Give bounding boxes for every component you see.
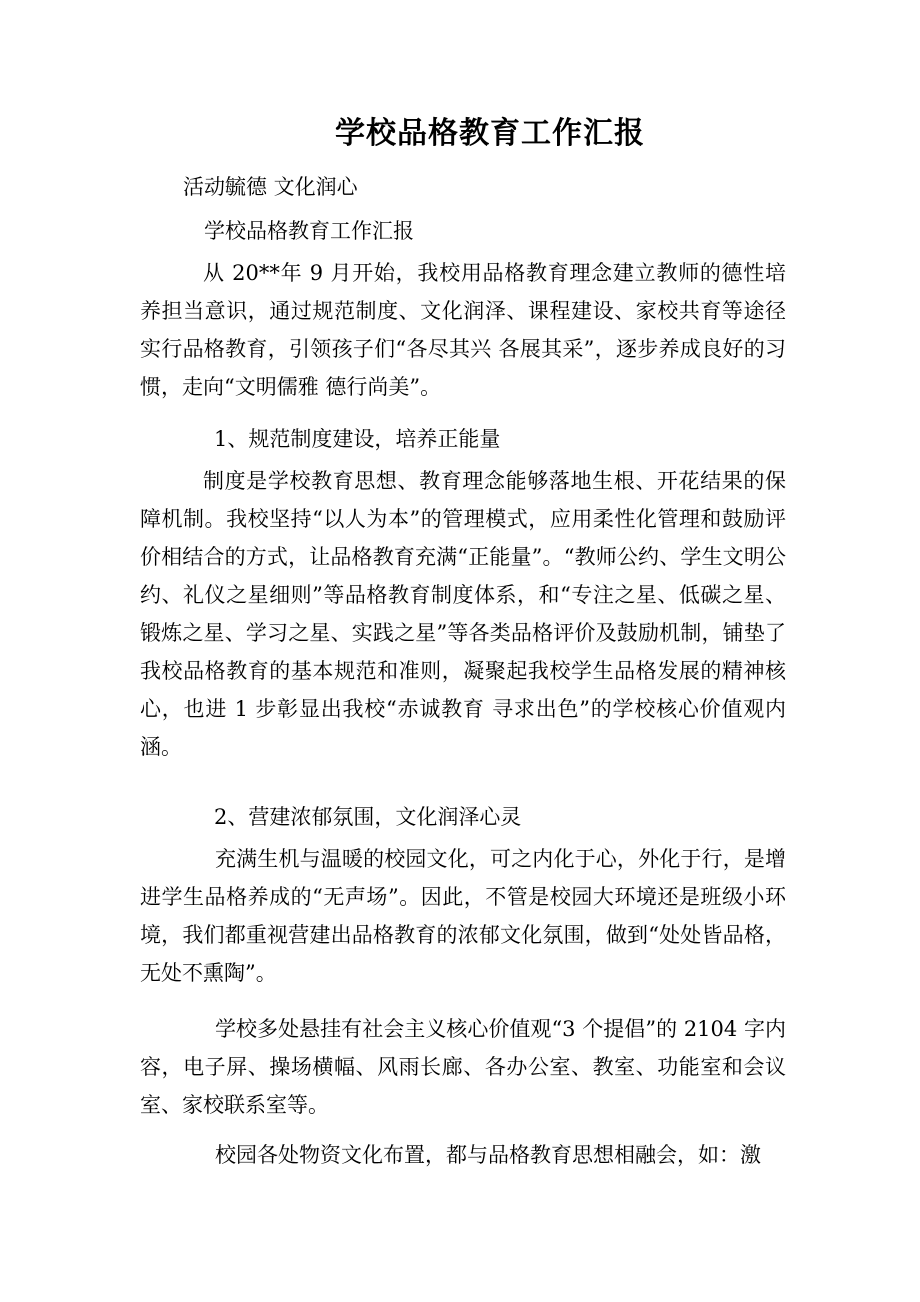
section-heading-2: 2、营建浓郁氛围，文化润泽心灵	[214, 805, 522, 829]
document-title: 学校品格教育工作汇报	[335, 116, 645, 151]
paragraph-intro: 从 20**年 9 月开始，我校用品格教育理念建立教师的德性培养担当意识，通过规范制度、文化润泽、课程建设、家校共育等途径实行品格教育，引领孩子们“各尽其兴 各展其采”，逐步养成良好的习惯，走向“文明儒雅 德行尚美”。	[140, 261, 786, 399]
document-subtitle: 活动毓德 文化润心	[183, 175, 358, 199]
repeat-title: 学校品格教育工作汇报	[204, 219, 414, 243]
paragraph-culture: 充满生机与温暖的校园文化，可之内化于心，外化于行，是增进学生品格养成的“无声场”。因此，不管是校园大环境还是班级小环境，我们都重视营建出品格教育的浓郁文化氛围，做到“处处皆品格，无处不熏陶”。	[140, 847, 786, 985]
paragraph-layout: 校园各处物资文化布置，都与品格教育思想相融会，如：激	[215, 1143, 761, 1167]
paragraph-slogans: 学校多处悬挂有社会主义核心价值观“3 个提倡”的 2104 字内容，电子屏、操场横幅、风雨长廊、各办公室、教室、功能室和会议室、家校联系室等。	[140, 1017, 786, 1117]
paragraph-system: 制度是学校教育思想、教育理念能够落地生根、开花结果的保障机制。我校坚持“以人为本”的管理模式，应用柔性化管理和鼓励评价相结合的方式，让品格教育充满“正能量”。“教师公约、学生文明公约、礼仪之星细则”等品格教育制度体系，和“专注之星、低碳之星、锻炼之星、学习之星、实践之星”等各类品格评价及鼓励机制，铺垫了我校品格教育的基本规范和准则，凝聚起我校学生品格发展的精神核心，也进 1 步彰显出我校“赤诚教育 寻求出色”的学校核心价值观内涵。	[140, 469, 786, 759]
section-heading-1: 1、规范制度建设，培养正能量	[214, 427, 501, 451]
